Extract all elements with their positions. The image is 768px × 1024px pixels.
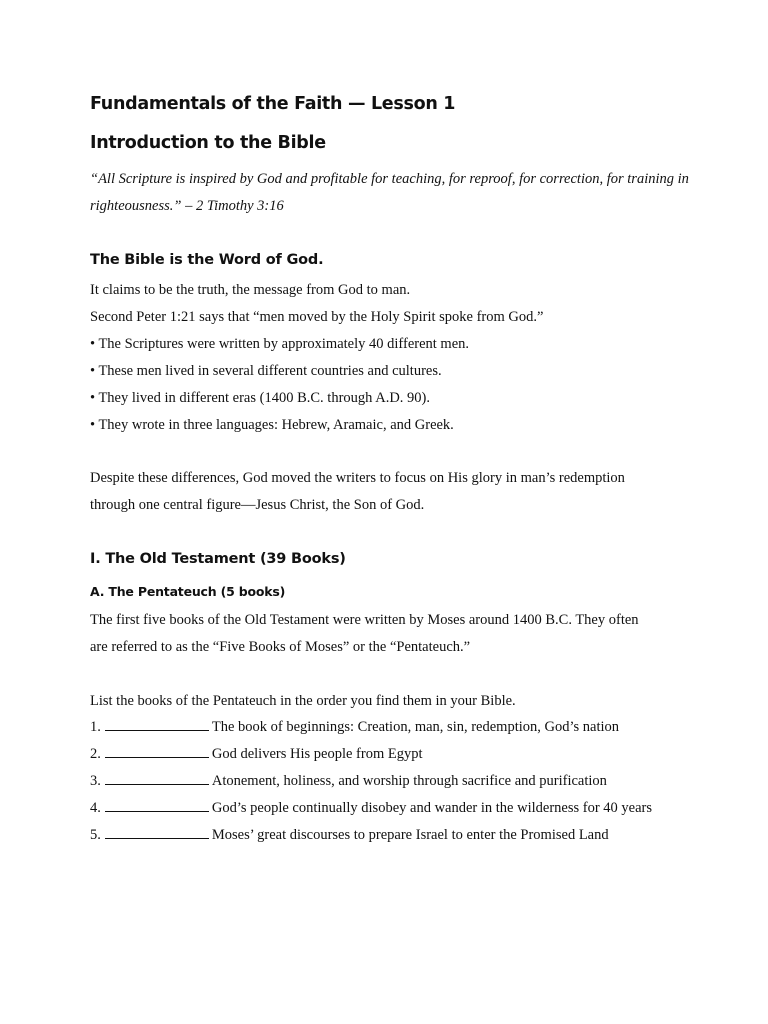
subsection-heading-pentateuch: A. The Pentateuch (5 books) — [90, 584, 286, 599]
item-description: God delivers His people from Egypt — [211, 746, 423, 762]
fill-in-blank[interactable] — [105, 771, 209, 785]
bullet-item: • The Scriptures were written by approximately 40 different men. — [90, 336, 470, 352]
fill-in-blank[interactable] — [105, 798, 209, 812]
paragraph-line: Despite these differences, God moved the writers to focus on His glory in man’s redemption — [90, 470, 625, 486]
fill-in-blank[interactable] — [105, 825, 209, 839]
item-number: 4. — [90, 800, 101, 816]
item-number: 5. — [90, 827, 101, 843]
item-number: 1. — [90, 719, 101, 735]
fill-in-blank[interactable] — [105, 744, 209, 758]
body-line: It claims to be the truth, the message from God to man. — [90, 282, 411, 298]
item-description: God’s people continually disobey and wander in the wilderness for 40 years — [211, 800, 653, 816]
section-heading-word-of-god: The Bible is the Word of God. — [90, 252, 324, 268]
item-number: 3. — [90, 773, 101, 789]
bullet-item: • They wrote in three languages: Hebrew, Aramaic, and Greek. — [90, 417, 454, 433]
paragraph-line: The first five books of the Old Testament were written by Moses around 1400 B.C. They often — [90, 612, 639, 628]
bullet-item: • They lived in different eras (1400 B.C. through A.D. 90). — [90, 390, 430, 406]
item-description: Moses’ great discourses to prepare Israel to enter the Promised Land — [211, 827, 609, 843]
pentateuch-list-item — [90, 822, 609, 849]
pentateuch-list-item — [90, 768, 607, 795]
item-description: Atonement, holiness, and worship through sacrifice and purification — [211, 773, 607, 789]
pentateuch-list-item — [90, 741, 423, 768]
epigraph-quote: “All Scripture is inspired by God and profitable for teaching, for reproof, for correction, for training in righteousness.” – 2 Timothy 3:16 — [90, 171, 689, 214]
paragraph-line: through one central figure—Jesus Christ, the Son of God. — [90, 497, 425, 513]
item-description: The book of beginnings: Creation, man, sin, redemption, God’s nation — [211, 719, 620, 735]
paragraph-line: are referred to as the “Five Books of Moses” or the “Pentateuch.” — [90, 639, 471, 655]
item-number: 2. — [90, 746, 101, 762]
fill-in-blank[interactable] — [105, 717, 209, 731]
pentateuch-list-item — [90, 714, 619, 741]
section-heading-old-testament: I. The Old Testament (39 Books) — [90, 551, 346, 567]
lesson-title: Introduction to the Bible — [90, 133, 326, 153]
instruction-line: List the books of the Pentateuch in the order you find them in your Bible. — [90, 693, 516, 709]
course-title: Fundamentals of the Faith — Lesson 1 — [90, 94, 456, 114]
pentateuch-list-item — [90, 795, 652, 822]
body-line: Second Peter 1:21 says that “men moved by the Holy Spirit spoke from God.” — [90, 309, 544, 325]
bullet-item: • These men lived in several different countries and cultures. — [90, 363, 442, 379]
